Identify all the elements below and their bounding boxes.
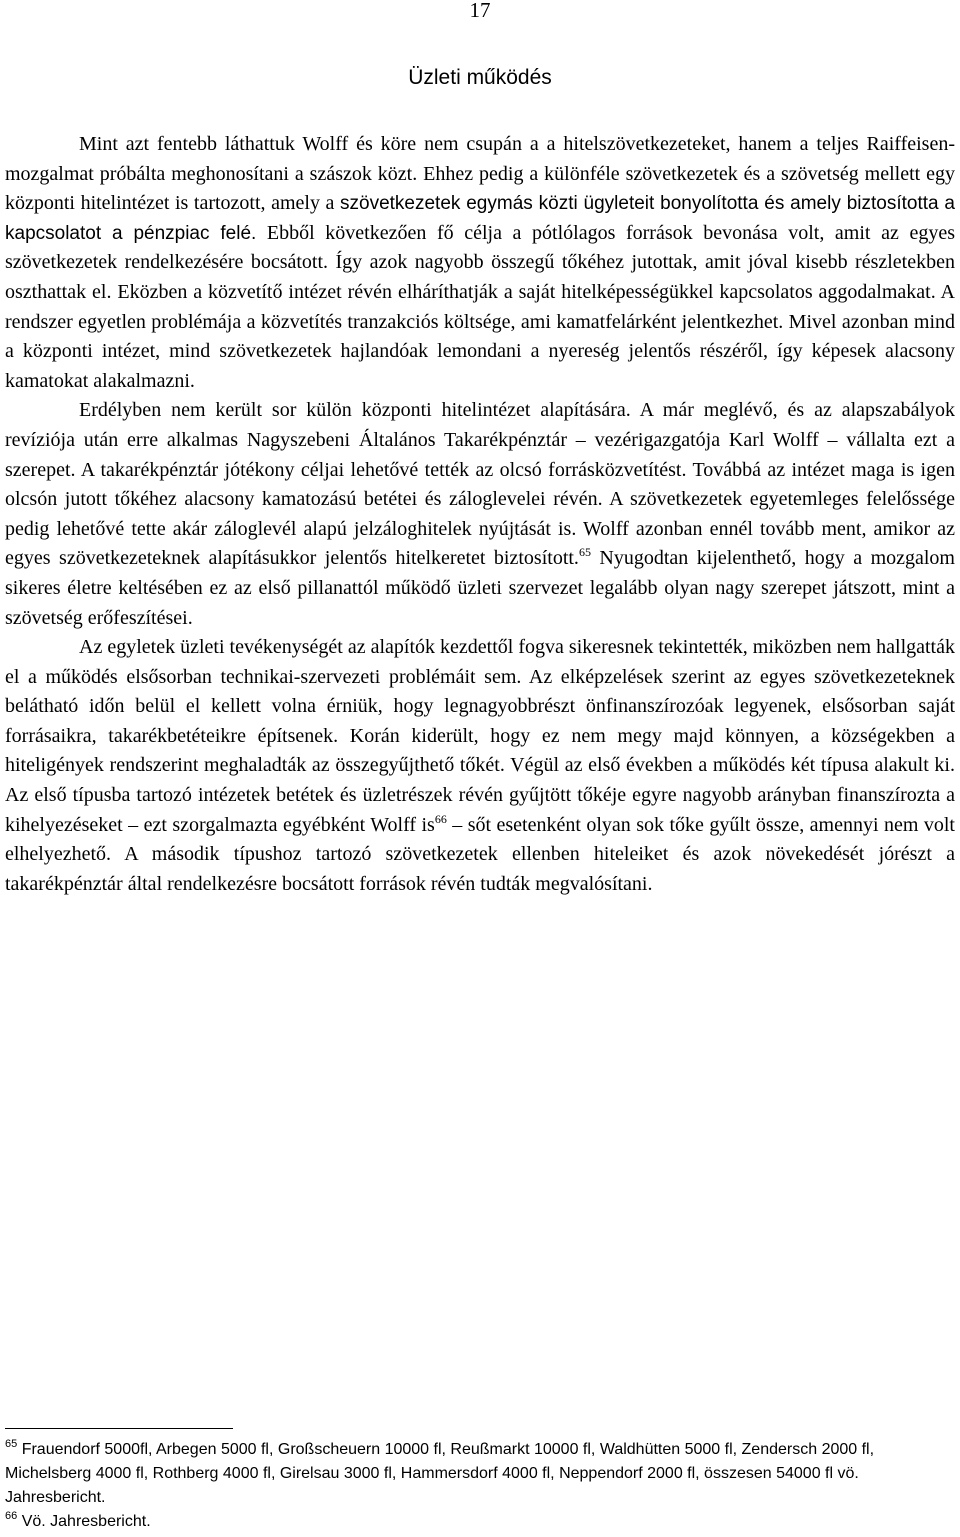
footnote-reference[interactable]: 65 <box>578 545 591 560</box>
body-text <box>5 130 955 899</box>
footnotes <box>5 1438 955 1534</box>
text-run: Az egyletek üzleti tevékenységét az alapítók kezdettől fogva sikeresnek tekintették, miközben nem hallgatták el a működés elsősorban technikai-szervezeti problémáit sem. Az elképzelések szerint az egyes szövetkezeteknek belátható időn belül el kellett volna érniük, hogy legnagyobbrészt önfinanszírozóak legyenek, elsősorban saját forrásaikra, takarékbetéteikre építsenek. Korán kiderült, hogy ez nem megy majd könnyen, a községekben a hiteligények rendszerint meghaladták az összegyűjthető tőkét. Végül az első években a működés két típusa alakult ki. Az első típusba tartozó intézetek betétek és üzletrészek révén gyűjtött tőkéje egyre nagyobb arányban finanszírozta a kihelyezéseket – ezt szorgalmazta egyébként Wolff is <box>5 636 955 836</box>
footnote-text: Vö. Jahresbericht. <box>17 1513 151 1530</box>
text-run: Mint azt fentebb láthattuk Wolff és köre nem csupán a a hitelszövetkezeteket, hanem a teljes Raiffeisen-mozgalmat próbálta meghonosítani a szászok közt. Ehhez pedig a különféle szövetkezetek és a szövetség mellett egy központi hitelintézet is tartozott, amely a <box>5 133 955 215</box>
text-run: Nyugodtan kijelenthető, hogy a mozgalom sikeres életre keltésében ez az első pillanattól működő üzleti szervezet legalább olyan nagy szerepet játszott, mint a szövetség erőfeszítései. <box>5 547 955 629</box>
paragraph <box>5 396 955 633</box>
text-run: Erdélyben nem került sor külön központi hitelintézet alapítására. A már meglévő, és az alapszabályok revíziója után erre alkalmas Nagyszebeni Általános Takarékpénztár – vezérigazgatója Karl Wolff – vállalta ezt a szerepet. A takarékpénztár jótékony céljai lehetővé tették az olcsó forrásközvetítést. Továbbá az intézet maga is igen olcsón jutott tőkéhez alacsony kamatozású betétei és záloglevelei révén. A szövetkezetek egyetemleges felelőssége pedig lehetővé tette akár záloglevél alapú jelzáloghitelek nyújtását is. Wolff azonban ennél tovább ment, amikor az egyes szövetkezeteknek alapításukkor jelentős hitelkeretet biztosított. <box>5 399 955 570</box>
footnote-reference[interactable]: 66 <box>434 811 447 826</box>
paragraph <box>5 633 955 899</box>
text-run: – sőt esetenként olyan sok tőke gyűlt össze, amennyi nem volt elhelyezhető. A második típushoz tartozó szövetkezetek ellenben hiteleiket és azok növekedését jórészt a takarékpénztár által rendelkezésre bocsátott források révén tudták megvalósítani. <box>5 813 955 895</box>
footnote-marker: 65 <box>5 1438 18 1450</box>
footnote-text: Frauendorf 5000fl, Arbegen 5000 fl, Großscheuern 10000 fl, Reußmarkt 10000 fl, Waldhütten 5000 fl, Zendersch 2000 fl, Michelsberg 4000 fl, Rothberg 4000 fl, Girelsau 3000 fl, Hammersdorf 4000 fl, Neppendorf 2000 fl, összesen 54000 fl vö. Jahresbericht. <box>5 1441 875 1506</box>
footnote <box>5 1510 955 1534</box>
text-run: Ebből következően fő célja a pótlólagos források bevonása volt, amit az egyes szövetkezetek rendelkezésére bocsátott. Így azok nagyobb összegű tőkéhez jutottak, amit jóval kisebb részletekben oszthattak el. Eközben a közvetítő intézet révén elháríthatják a saját hitelképességükkel kapcsolatos aggodalmakat. A rendszer egyetlen problémája a közvetítés tranzakciós költsége, ami kamatfelárként jelentkezhet. Mivel azonban mind a központi intézet, mind szövetkezetek hajlandóak lemondani a nyereség jelentős részéről, így képesek alacsony kamatokat alakalmazni. <box>5 221 955 392</box>
text-run: szövetkezetek egymás közti ügyleteit bonyolította és amely biztosította a kapcsolatot a pénzpiac felé. <box>5 193 956 244</box>
paragraph <box>5 130 955 396</box>
page-number: 17 <box>469 0 491 22</box>
footnote <box>5 1438 955 1510</box>
page-title: Üzleti működés <box>408 66 552 89</box>
footnote-marker: 66 <box>5 1510 18 1522</box>
footnote-separator <box>5 1428 233 1429</box>
